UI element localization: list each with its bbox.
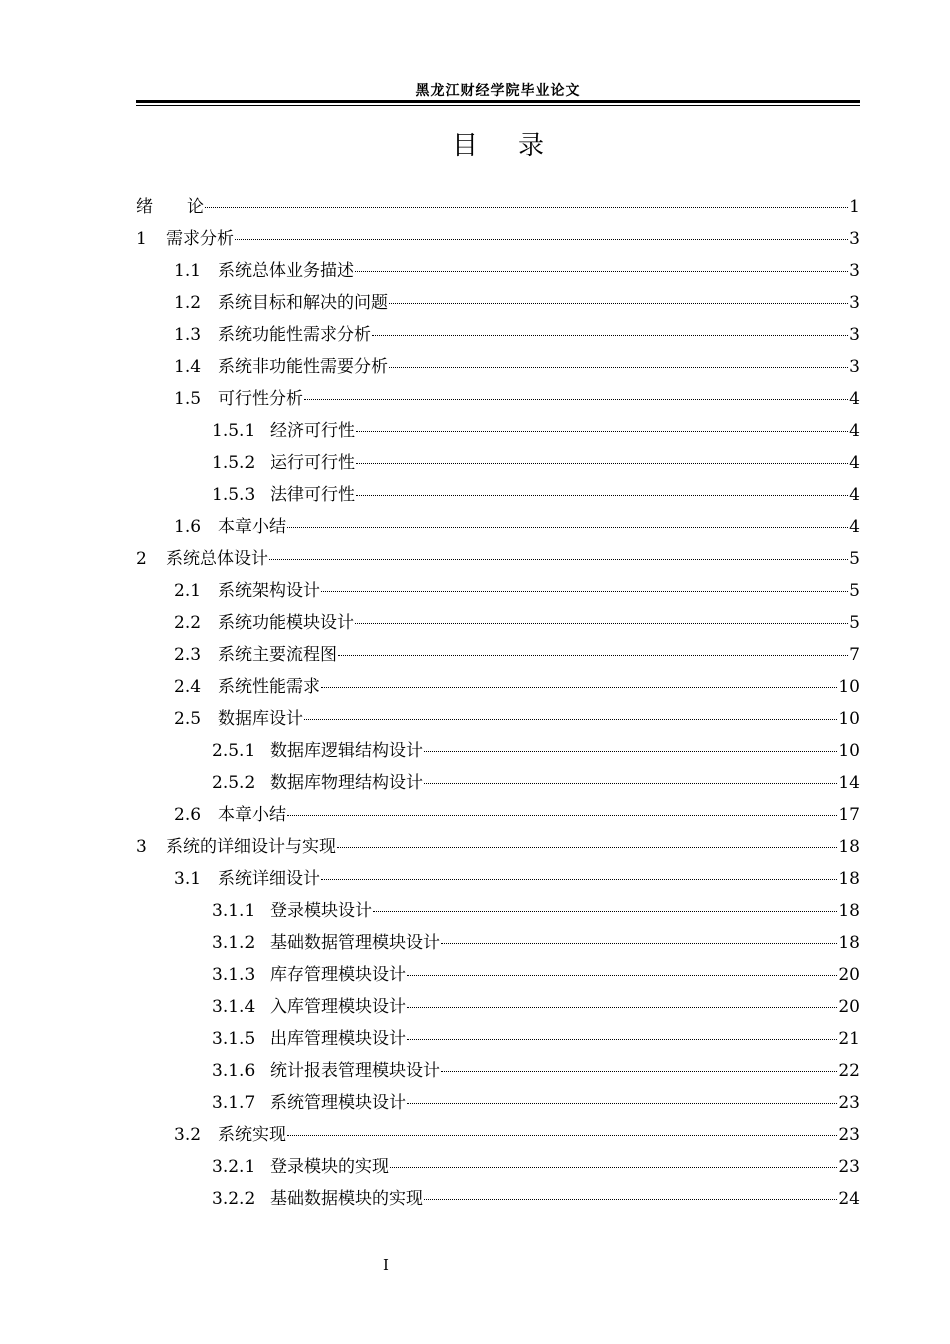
toc-entry-number: 2.2 xyxy=(174,613,202,633)
toc-entry-number: 2.1 xyxy=(174,581,202,601)
page-number: I xyxy=(383,1256,389,1274)
page-title-left: 目 xyxy=(451,131,478,161)
toc-entry-title: 法律可行性 xyxy=(270,485,355,505)
toc-entry-title: 经济可行性 xyxy=(270,421,355,441)
toc-entry-page: 4 xyxy=(849,389,860,409)
toc-entry-title: 系统性能需求 xyxy=(218,677,320,697)
toc-entry-page: 10 xyxy=(838,709,860,729)
toc-entry[interactable] xyxy=(136,896,860,928)
toc-entry-page: 18 xyxy=(838,869,860,889)
toc-entry[interactable] xyxy=(136,544,860,576)
toc-dot-leader xyxy=(321,591,848,592)
toc-entry[interactable] xyxy=(136,960,860,992)
toc-entry-title: 基础数据模块的实现 xyxy=(270,1189,423,1209)
page-title-right: 录 xyxy=(518,131,545,161)
toc-entry-number: 3.1 xyxy=(174,869,202,889)
toc-entry-title: 系统功能性需求分析 xyxy=(218,325,371,345)
toc-entry-title: 可行性分析 xyxy=(218,389,303,409)
toc-entry-number: 3.1.5 xyxy=(212,1029,256,1049)
toc-entry[interactable] xyxy=(136,576,860,608)
toc-dot-leader xyxy=(424,783,837,784)
toc-entry-number: 3.1.3 xyxy=(212,965,256,985)
toc-entry[interactable] xyxy=(136,672,860,704)
toc-entry-number: 2.3 xyxy=(174,645,202,665)
toc-entry-page: 20 xyxy=(838,997,860,1017)
toc-entry-number: 3.1.7 xyxy=(212,1093,256,1113)
toc-dot-leader xyxy=(373,911,837,912)
page-title xyxy=(136,125,860,162)
toc-entry-page: 4 xyxy=(849,485,860,505)
toc-entry-page: 3 xyxy=(849,261,860,281)
toc-entry[interactable] xyxy=(136,800,860,832)
toc-dot-leader xyxy=(372,335,848,336)
toc-entry[interactable] xyxy=(136,736,860,768)
toc-entry-title: 入库管理模块设计 xyxy=(270,997,406,1017)
toc-entry-page: 1 xyxy=(849,197,860,217)
toc-entry-number: 3.1.2 xyxy=(212,933,256,953)
toc-dot-leader xyxy=(356,495,848,496)
toc-entry-page: 3 xyxy=(849,325,860,345)
toc-dot-leader xyxy=(389,303,848,304)
toc-entry-title: 绪 论 xyxy=(136,197,204,217)
toc-entry-number: 2.6 xyxy=(174,805,202,825)
toc-dot-leader xyxy=(356,431,848,432)
toc-entry-number: 2 xyxy=(136,549,147,569)
toc-dot-leader xyxy=(407,975,837,976)
toc-entry-number: 3.2.2 xyxy=(212,1189,256,1209)
toc-entry[interactable] xyxy=(136,288,860,320)
toc-entry-number: 2.5.1 xyxy=(212,741,256,761)
toc-entry-title: 本章小结 xyxy=(218,805,286,825)
toc-entry[interactable] xyxy=(136,928,860,960)
toc-dot-leader xyxy=(287,815,837,816)
toc-entry-page: 23 xyxy=(838,1157,860,1177)
toc-entry[interactable] xyxy=(136,480,860,512)
toc-entry-number: 1.2 xyxy=(174,293,202,313)
toc-dot-leader xyxy=(321,687,837,688)
toc-entry[interactable] xyxy=(136,320,860,352)
toc-entry[interactable] xyxy=(136,704,860,736)
toc-entry[interactable] xyxy=(136,384,860,416)
toc-dot-leader xyxy=(407,1039,837,1040)
toc-entry[interactable] xyxy=(136,832,860,864)
toc-entry[interactable] xyxy=(136,768,860,800)
toc-dot-leader xyxy=(338,655,848,656)
toc-dot-leader xyxy=(407,1103,837,1104)
toc-entry-title: 系统功能模块设计 xyxy=(218,613,354,633)
toc-dot-leader xyxy=(389,367,848,368)
toc-entry-number: 1.1 xyxy=(174,261,202,281)
toc-entry-page: 18 xyxy=(838,901,860,921)
toc-dot-leader xyxy=(287,1135,837,1136)
toc-entry-number: 3.1.4 xyxy=(212,997,256,1017)
toc-entry[interactable] xyxy=(136,224,860,256)
toc-dot-leader xyxy=(390,1167,837,1168)
toc-entry-number: 2.5.2 xyxy=(212,773,256,793)
toc-entry-title: 基础数据管理模块设计 xyxy=(270,933,440,953)
toc-entry[interactable] xyxy=(136,1056,860,1088)
toc-dot-leader xyxy=(356,463,848,464)
toc-entry-title: 系统总体设计 xyxy=(166,549,268,569)
toc-entry-page: 21 xyxy=(838,1029,860,1049)
toc-entry[interactable] xyxy=(136,992,860,1024)
toc-entry-page: 17 xyxy=(838,805,860,825)
toc-dot-leader xyxy=(407,1007,837,1008)
toc-entry[interactable] xyxy=(136,1024,860,1056)
toc-entry-title: 系统总体业务描述 xyxy=(218,261,354,281)
toc-entry[interactable] xyxy=(136,1120,860,1152)
toc-entry[interactable] xyxy=(136,1184,860,1216)
toc-entry-page: 18 xyxy=(838,837,860,857)
toc-entry-page: 10 xyxy=(838,741,860,761)
toc-entry-page: 10 xyxy=(838,677,860,697)
toc-entry-number: 3 xyxy=(136,837,147,857)
toc-entry-number: 3.2 xyxy=(174,1125,202,1145)
toc-entry[interactable] xyxy=(136,512,860,544)
toc-entry-title: 系统的详细设计与实现 xyxy=(166,837,336,857)
toc-entry-number: 2.4 xyxy=(174,677,202,697)
toc-dot-leader xyxy=(304,719,837,720)
toc-entry-page: 20 xyxy=(838,965,860,985)
toc-entry-title: 出库管理模块设计 xyxy=(270,1029,406,1049)
toc-entry-page: 23 xyxy=(838,1093,860,1113)
toc-dot-leader xyxy=(441,1071,837,1072)
toc-dot-leader xyxy=(205,207,848,208)
toc-entry-number: 1.3 xyxy=(174,325,202,345)
toc-entry-number: 3.1.6 xyxy=(212,1061,256,1081)
toc-dot-leader xyxy=(287,527,848,528)
toc-entry-page: 3 xyxy=(849,229,860,249)
header-rule-thin xyxy=(136,105,860,106)
toc-entry-number: 1.6 xyxy=(174,517,202,537)
toc-entry-number: 1.5.3 xyxy=(212,485,256,505)
toc-entry-page: 4 xyxy=(849,421,860,441)
toc-entry-title: 登录模块的实现 xyxy=(270,1157,389,1177)
toc-entry[interactable] xyxy=(136,1152,860,1184)
toc-entry[interactable] xyxy=(136,192,860,224)
toc-entry-page: 3 xyxy=(849,357,860,377)
toc-entry-number: 1 xyxy=(136,229,147,249)
toc-entry-title: 需求分析 xyxy=(166,229,234,249)
toc-entry-title: 库存管理模块设计 xyxy=(270,965,406,985)
toc-entry-page: 5 xyxy=(849,549,860,569)
toc-entry-number: 2.5 xyxy=(174,709,202,729)
toc-entry-title: 系统目标和解决的问题 xyxy=(218,293,388,313)
toc-entry-number: 1.5 xyxy=(174,389,202,409)
toc-dot-leader xyxy=(441,943,837,944)
toc-entry[interactable] xyxy=(136,640,860,672)
toc-entry-title: 系统详细设计 xyxy=(218,869,320,889)
toc-entry-title: 系统非功能性需要分析 xyxy=(218,357,388,377)
toc-entry[interactable] xyxy=(136,448,860,480)
toc-entry-page: 23 xyxy=(838,1125,860,1145)
toc-dot-leader xyxy=(424,751,837,752)
toc-entry-number: 1.4 xyxy=(174,357,202,377)
toc-entry[interactable] xyxy=(136,352,860,384)
toc-entry-page: 4 xyxy=(849,517,860,537)
toc-dot-leader xyxy=(304,399,848,400)
toc-entry-title: 统计报表管理模块设计 xyxy=(270,1061,440,1081)
toc-entry-title: 本章小结 xyxy=(218,517,286,537)
toc-entry-title: 系统主要流程图 xyxy=(218,645,337,665)
toc-entry-number: 1.5.1 xyxy=(212,421,256,441)
table-of-contents xyxy=(136,192,860,1216)
toc-dot-leader xyxy=(235,239,848,240)
header-rule-thick xyxy=(136,100,860,103)
toc-entry[interactable] xyxy=(136,416,860,448)
toc-entry-title: 数据库设计 xyxy=(218,709,303,729)
toc-entry-number: 3.2.1 xyxy=(212,1157,256,1177)
toc-entry-page: 18 xyxy=(838,933,860,953)
toc-dot-leader xyxy=(355,623,848,624)
toc-dot-leader xyxy=(321,879,837,880)
toc-entry-title: 系统管理模块设计 xyxy=(270,1093,406,1113)
running-header: 黑龙江财经学院毕业论文 xyxy=(415,83,581,99)
toc-entry-page: 4 xyxy=(849,453,860,473)
toc-entry-number: 3.1.1 xyxy=(212,901,256,921)
toc-dot-leader xyxy=(269,559,848,560)
toc-entry-title: 登录模块设计 xyxy=(270,901,372,921)
toc-entry-title: 数据库逻辑结构设计 xyxy=(270,741,423,761)
toc-entry-title: 运行可行性 xyxy=(270,453,355,473)
toc-entry[interactable] xyxy=(136,256,860,288)
toc-entry[interactable] xyxy=(136,1088,860,1120)
toc-entry-title: 系统架构设计 xyxy=(218,581,320,601)
toc-entry-number: 1.5.2 xyxy=(212,453,256,473)
toc-entry[interactable] xyxy=(136,608,860,640)
toc-entry-page: 24 xyxy=(838,1189,860,1209)
toc-entry-title: 数据库物理结构设计 xyxy=(270,773,423,793)
toc-entry-page: 5 xyxy=(849,581,860,601)
toc-entry-page: 5 xyxy=(849,613,860,633)
toc-entry-page: 14 xyxy=(838,773,860,793)
toc-dot-leader xyxy=(424,1199,837,1200)
toc-dot-leader xyxy=(337,847,837,848)
toc-entry[interactable] xyxy=(136,864,860,896)
toc-dot-leader xyxy=(355,271,848,272)
toc-entry-page: 7 xyxy=(849,645,860,665)
toc-entry-page: 3 xyxy=(849,293,860,313)
toc-entry-page: 22 xyxy=(838,1061,860,1081)
toc-entry-title: 系统实现 xyxy=(218,1125,286,1145)
